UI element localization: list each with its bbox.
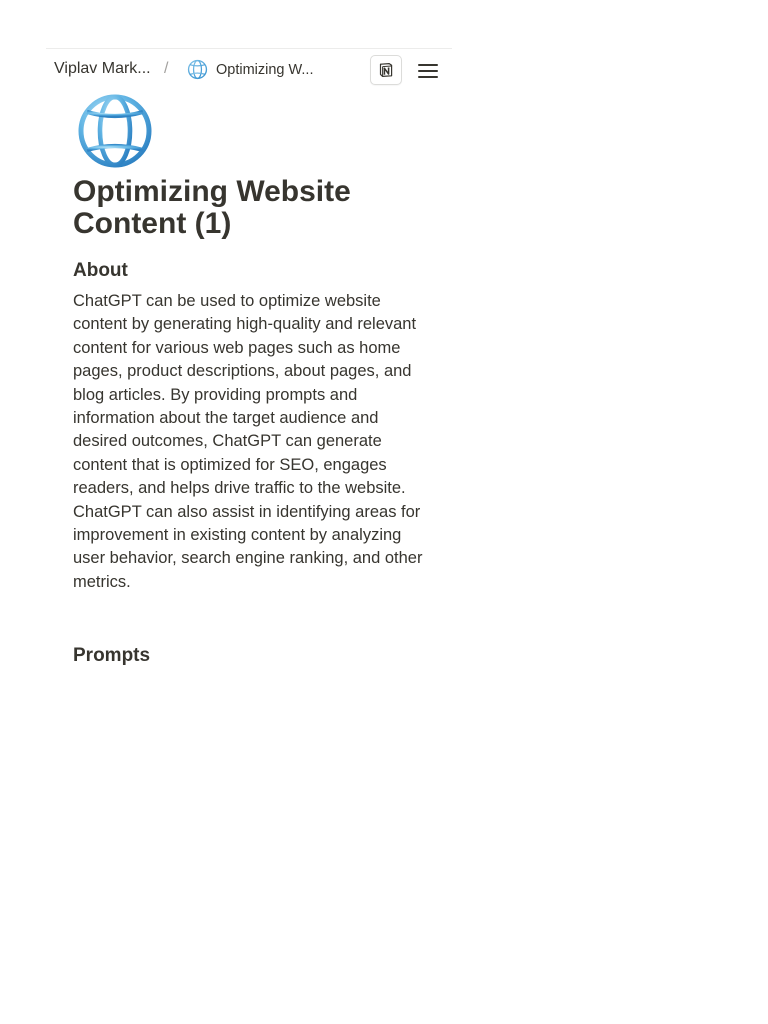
breadcrumb-current-page[interactable]: [187, 59, 314, 80]
open-in-notion-button[interactable]: [370, 55, 402, 85]
globe-icon[interactable]: [74, 93, 156, 169]
menu-button[interactable]: [416, 59, 440, 83]
page-frame: [46, 48, 452, 1024]
top-bar: [46, 48, 452, 90]
hamburger-menu-icon: [418, 63, 438, 79]
prompts-heading: Prompts: [73, 645, 151, 666]
breadcrumb-page-label: Optimizing W...: [216, 61, 314, 78]
breadcrumb-separator: /: [164, 60, 169, 77]
about-heading: About: [73, 260, 128, 281]
page-title: Optimizing Website Content (1): [73, 175, 351, 240]
about-description: ChatGPT can be used to optimize website content by generating high-quality and relevant content for various web pages such as home pages, product descriptions, about pages, and blog articles. By providing prompts and information about the target audience and desired outcomes, ChatGPT can generate content that is optimized for SEO, engages readers, and helps drive traffic to the website. ChatGPT can also assist in identifying areas for improvement in existing content by analyzing user behavior, search engine ranking, and other metrics.: [73, 292, 423, 591]
globe-icon: [187, 59, 208, 80]
notion-logo-icon: [378, 62, 394, 78]
breadcrumb-root[interactable]: Viplav Mark...: [54, 60, 151, 77]
